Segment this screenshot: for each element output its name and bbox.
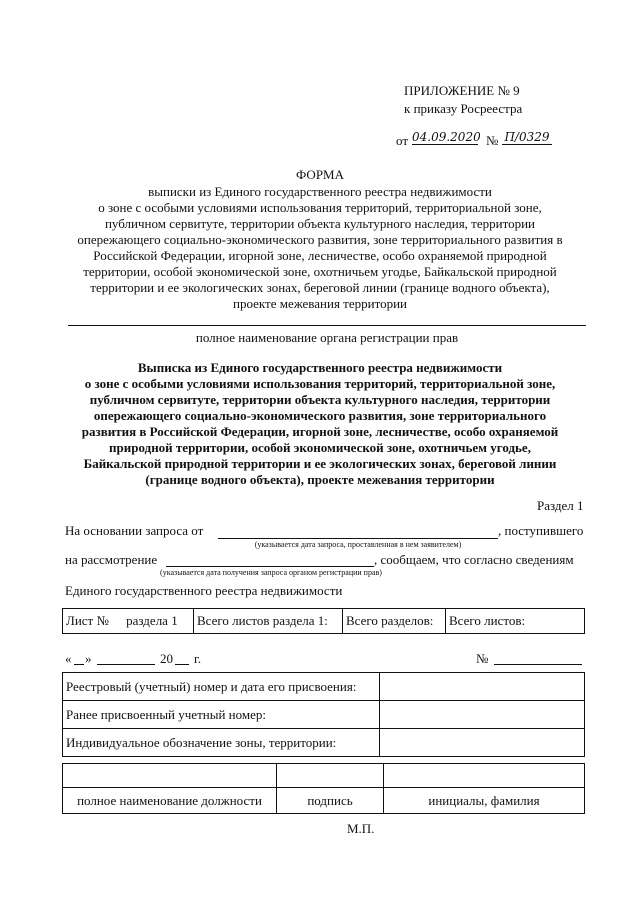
total-section-sheets-label: Всего листов раздела 1: — [197, 613, 328, 628]
consideration-prefix: на рассмотрение — [65, 552, 158, 567]
info-label-cell — [63, 729, 380, 757]
previous-number-label: Ранее присвоенный учетный номер: — [66, 706, 266, 722]
signature-caption-cell — [277, 788, 384, 814]
registry-number-label: Реестровый (учетный) номер и дата его присвоения: — [66, 678, 357, 694]
signature-table — [62, 763, 585, 814]
info-table — [62, 672, 585, 757]
number-prefix: № — [486, 133, 499, 148]
table-row — [63, 764, 585, 788]
section-label: Раздел 1 — [537, 498, 584, 513]
position-caption-cell — [63, 788, 277, 814]
organ-caption: полное наименование органа регистрации прав — [195, 330, 459, 345]
table-row — [63, 788, 585, 814]
date-prefix: от — [396, 133, 409, 148]
table-row — [63, 729, 585, 757]
sheet-number-label: Лист № — [66, 613, 109, 628]
sheet-section-label: раздела 1 — [126, 613, 178, 628]
form-line: территории и ее экологических зонах, береговой линии (границе водного объекта), — [90, 280, 550, 295]
name-field[interactable] — [384, 764, 585, 788]
form-description — [40, 184, 600, 312]
name-caption: инициалы, фамилия — [428, 792, 540, 808]
date-quote-open: « — [65, 651, 72, 666]
zone-designation-value[interactable] — [380, 729, 585, 757]
table-row — [63, 701, 585, 729]
consideration-suffix: , сообщаем, что согласно сведениям — [374, 552, 574, 567]
total-sections-label: Всего разделов: — [346, 613, 434, 628]
request-date-field[interactable] — [218, 538, 498, 539]
received-date-field[interactable] — [166, 566, 374, 567]
order-reference: к приказу Росреестра — [404, 101, 523, 116]
total-sheets-cell[interactable] — [446, 609, 585, 634]
table-row — [63, 673, 585, 701]
extract-title-line: (границе водного объекта), проекте межевания территории — [145, 472, 495, 487]
signature-caption: подпись — [307, 792, 353, 808]
extract-title-line: Выписка из Единого государственного реестра недвижимости — [137, 360, 503, 375]
request-prefix: На основании запроса от — [65, 523, 204, 538]
form-line: Российской Федерации, игорной зоне, лесничестве, особо охраняемой природной — [93, 248, 547, 263]
form-line: публичном сервитуте, территории объекта культурного наследия, территории — [104, 216, 536, 231]
extract-title-line: Байкальской природной территории и ее экологических зонах, береговой линии — [83, 456, 557, 471]
year-prefix: 20 — [160, 651, 173, 666]
form-line: проекте межевания территории — [232, 296, 408, 311]
signature-field[interactable] — [277, 764, 384, 788]
registry-number-value[interactable] — [380, 673, 585, 701]
form-line: о зоне с особыми условиями использования территорий, территориальной зоне, — [98, 200, 542, 215]
order-number: П/0329 — [502, 130, 552, 145]
request-date-note: (указывается дата запроса, проставленная в нем заявителем) — [254, 540, 462, 549]
request-suffix: , поступившего — [498, 523, 584, 538]
sheet-table — [62, 608, 585, 634]
year-suffix: г. — [194, 651, 202, 666]
position-field[interactable] — [63, 764, 277, 788]
info-label-cell — [63, 673, 380, 701]
form-line: территории, особой экономической зоне, охотничьем угодье, Байкальской природной — [83, 264, 557, 279]
extract-number-field[interactable] — [494, 664, 582, 665]
total-sheets-label: Всего листов: — [449, 613, 526, 628]
zone-designation-label: Индивидуальное обозначение зоны, территории: — [66, 734, 337, 750]
date-quote-close: » — [85, 651, 92, 666]
extract-title-line: опережающего социально-экономического развития, зоне территориального — [93, 408, 547, 423]
total-section-sheets-cell[interactable] — [194, 609, 343, 634]
month-field[interactable] — [97, 664, 155, 665]
extract-title-line: природной территории, особой экономической зоне, охотничьем угодье, — [109, 440, 531, 455]
order-date: 04.09.2020 — [412, 130, 481, 144]
day-field[interactable] — [74, 664, 84, 665]
stamp-label: М.П. — [347, 821, 375, 836]
sheet-number-cell[interactable] — [63, 609, 194, 634]
registry-phrase: Единого государственного реестра недвижимости — [65, 583, 343, 598]
total-sections-cell[interactable] — [343, 609, 446, 634]
extract-title — [40, 360, 600, 488]
previous-number-value[interactable] — [380, 701, 585, 729]
received-date-note: (указывается дата получения запроса органом регистрации прав) — [160, 568, 382, 577]
form-line: опережающего социально-экономического развития, зоне территориального развития в — [77, 232, 563, 247]
number-sign: № — [476, 651, 489, 666]
position-caption: полное наименование должности — [77, 792, 262, 808]
extract-title-line: о зоне с особыми условиями использования территорий, территориальной зоне, — [84, 376, 556, 391]
name-caption-cell — [384, 788, 585, 814]
form-line: выписки из Единого государственного реестра недвижимости — [148, 184, 492, 199]
appendix-label: ПРИЛОЖЕНИЕ № 9 — [404, 83, 520, 98]
year-field[interactable] — [175, 664, 189, 665]
extract-title-line: публичном сервитуте, территории объекта культурного наследия, территории — [89, 392, 551, 407]
info-label-cell — [63, 701, 380, 729]
extract-title-line: развития в Российской Федерации, игорной зоне, лесничестве, особо охраняемой — [81, 424, 559, 439]
form-word: ФОРМА — [296, 167, 344, 182]
organ-line — [68, 325, 586, 326]
